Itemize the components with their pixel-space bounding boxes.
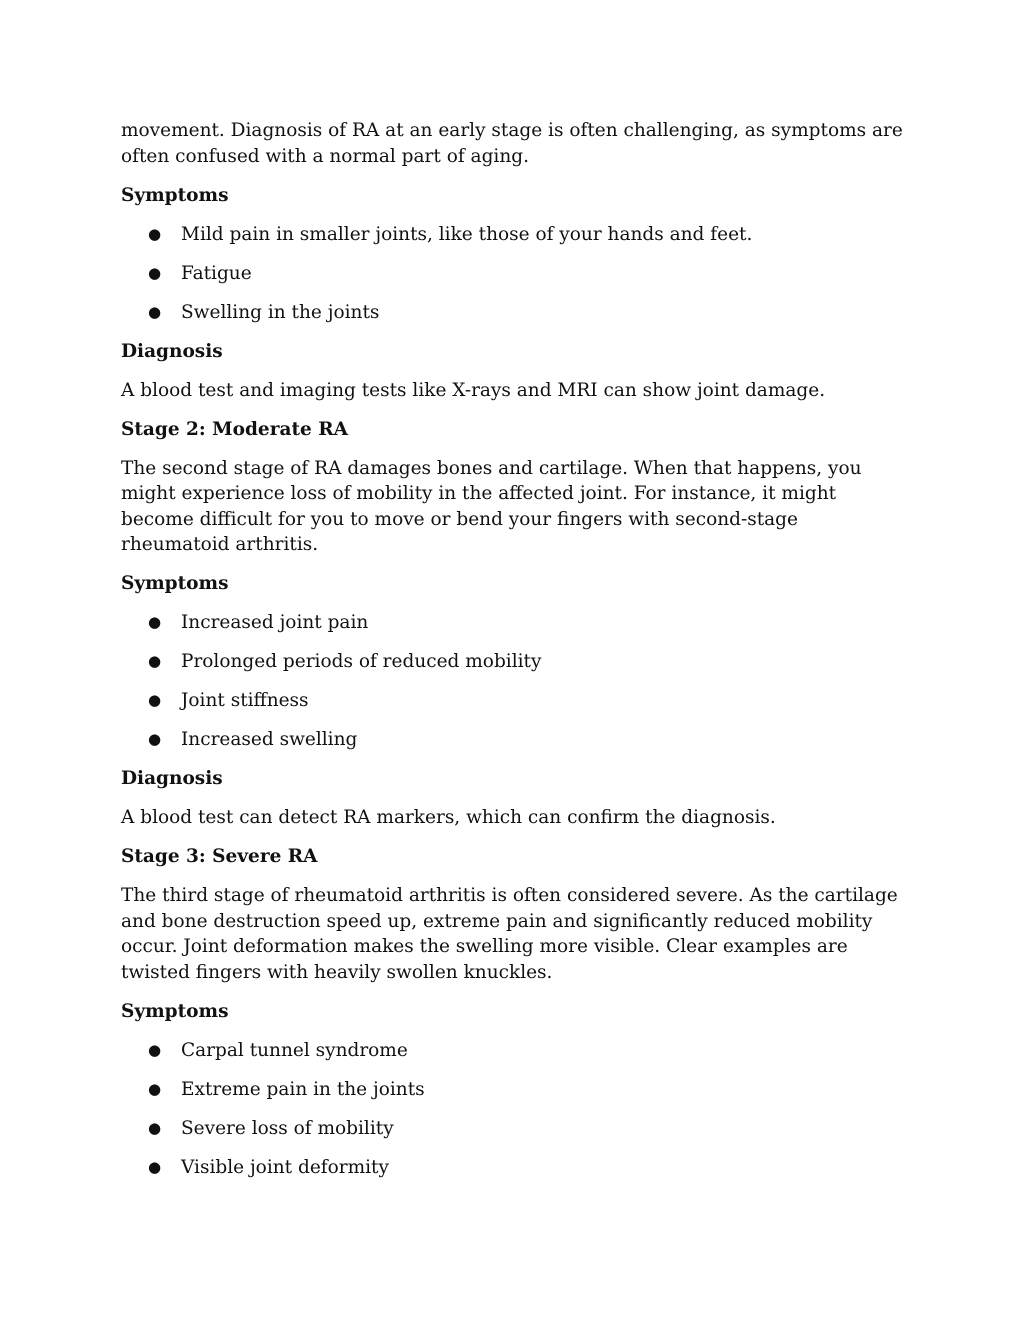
list-item-text: Extreme pain in the joints (181, 1078, 425, 1100)
stage2-diagnosis-text: A blood test can detect RA markers, which can confirm the diagnosis. (121, 807, 776, 828)
list-item-text: Visible joint deformity (181, 1156, 389, 1178)
list-item-text: Swelling in the joints (181, 301, 380, 323)
stage2-diagnosis-heading: Diagnosis (121, 768, 223, 789)
bullet-icon: ● (148, 730, 162, 748)
list-item-text: Mild pain in smaller joints, like those of your hands and feet. (181, 223, 753, 245)
stage1-symptoms-list (121, 222, 911, 326)
list-item (121, 222, 911, 248)
list-item (121, 649, 911, 675)
list-item-text: Severe loss of mobility (181, 1117, 394, 1139)
list-item-text: Fatigue (181, 262, 252, 284)
stage1-diagnosis-text: A blood test and imaging tests like X-rays and MRI can show joint damage. (121, 379, 826, 401)
stage3-symptoms-heading: Symptoms (121, 1000, 229, 1022)
list-item-text: Prolonged periods of reduced mobility (181, 651, 542, 672)
stage2-heading: Stage 2: Moderate RA (121, 418, 348, 440)
bullet-icon: ● (148, 1079, 162, 1098)
bullet-icon: ● (148, 302, 162, 321)
bullet-icon: ● (148, 652, 162, 670)
list-item (121, 688, 911, 714)
stage1-diagnosis-heading: Diagnosis (121, 340, 223, 362)
bullet-icon: ● (148, 263, 162, 282)
list-item-text: Increased swelling (181, 729, 358, 750)
list-item (121, 1038, 911, 1064)
stage1-symptoms-heading: Symptoms (121, 184, 229, 206)
bullet-icon: ● (148, 1118, 162, 1137)
list-item (121, 610, 911, 636)
list-item (121, 300, 911, 326)
list-item (121, 1155, 911, 1181)
bullet-icon: ● (148, 1157, 162, 1176)
list-item-text: Carpal tunnel syndrome (181, 1039, 408, 1061)
stage2-intro: The second stage of RA damages bones and cartilage. When that happens, you might experience loss of mobility in the affected joint. For instance, it might become difficult for you to move or bend your fingers with second-stage rheumatoid arthritis. (121, 457, 862, 555)
list-item (121, 1116, 911, 1142)
bullet-icon: ● (148, 613, 162, 631)
intro-paragraph: movement. Diagnosis of RA at an early stage is often challenging, as symptoms are often confused with a normal part of aging. (121, 120, 903, 167)
stage3-intro: The third stage of rheumatoid arthritis is often considered severe. As the cartilage and bone destruction speed up, extreme pain and significantly reduced mobility occur. Joint deformation makes the swelling more visible. Clear examples are twisted fingers with heavily swollen knuckles. (121, 885, 898, 983)
stage3-symptoms-list (121, 1038, 911, 1181)
list-item (121, 261, 911, 287)
document-page (121, 118, 911, 1194)
list-item-text: Joint stiffness (181, 690, 309, 711)
list-item (121, 727, 911, 753)
bullet-icon: ● (148, 1040, 162, 1059)
stage2-symptoms-list (121, 610, 911, 753)
bullet-icon: ● (148, 224, 162, 243)
bullet-icon: ● (148, 691, 162, 709)
stage2-symptoms-heading: Symptoms (121, 573, 229, 594)
list-item (121, 1077, 911, 1103)
list-item-text: Increased joint pain (181, 612, 369, 633)
stage3-heading: Stage 3: Severe RA (121, 846, 318, 867)
